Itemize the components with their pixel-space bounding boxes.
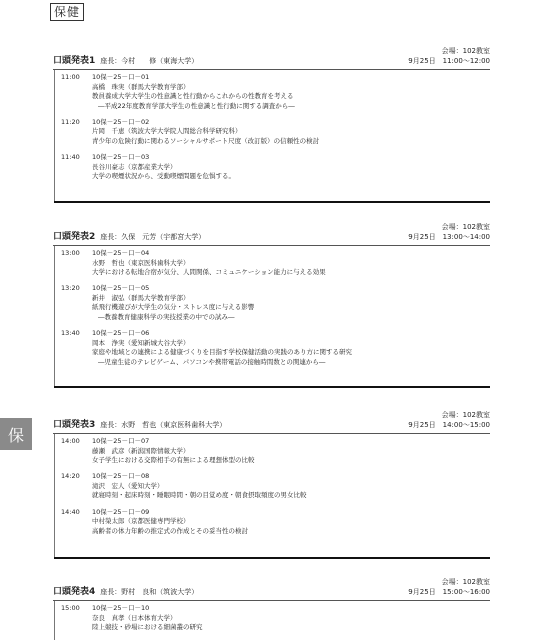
side-index-tab-label: 保	[7, 425, 24, 445]
session-title: 口頭発表1	[53, 56, 96, 66]
presentation-id: 10保－25－口－08	[92, 472, 150, 481]
presentation-title: 大学における転地合宿が気分、人間関係、コミュニケーション能力に与える効果	[92, 268, 326, 277]
session-venue: 会場：102教室	[441, 223, 490, 231]
presentation-time: 14:40	[61, 507, 80, 516]
section-header-box	[50, 3, 84, 21]
session-datetime: 9月25日 13:00～14:00	[408, 233, 490, 241]
presentation-id: 10保－25－口－01	[92, 73, 150, 81]
presentation-author: 中村榮太郎（京都医健専門学校）	[92, 517, 190, 526]
presentation-time: 14:20	[61, 472, 80, 481]
presentation-subtitle: ―児童生徒のテレビゲーム、パソコンや携帯電話の接触時間数との関連から―	[98, 357, 326, 366]
session-venue: 会場：102教室	[441, 578, 490, 586]
presentation-author: 水野 哲也（東京医科歯科大学）	[92, 258, 190, 267]
presentation-item	[55, 437, 490, 466]
presentation-item	[55, 604, 490, 633]
session-presentations	[54, 70, 490, 201]
session-title: 口頭発表2	[53, 232, 96, 242]
presentation-subtitle: ―平成22年度教育学部大学生の性意識と性行動に関する調査から―	[98, 101, 295, 110]
session-datetime: 9月25日 14:00～15:00	[408, 421, 490, 429]
presentation-title: 紙飛行機遊びが大学生の気分・ストレス度に与える影響	[92, 303, 255, 312]
presentation-title: 家庭や地域との連携による健康づくりを目指す学校保健活動の実践のあり方に関する研究	[92, 348, 352, 357]
session-chair: 座長：今村 修（東海大学）	[100, 57, 199, 65]
presentation-title: 就寝時刻・起床時刻・睡眠時間・朝の目覚め度・朝食摂取頻度の男女比較	[92, 491, 307, 500]
presentation-item	[55, 153, 490, 182]
session-chair: 座長：久保 元芳（宇都宮大学）	[100, 233, 206, 241]
presentation-title: 教員養成大学大学生の性意識と性行動からこれからの性教育を考える	[92, 92, 294, 101]
session-closing-rule	[54, 557, 490, 559]
presentation-id: 10保－25－口－02	[92, 117, 150, 126]
presentation-item	[55, 508, 490, 537]
presentation-author: 岡本 浄実（愛知新城大谷大学）	[92, 338, 190, 347]
session-block	[53, 47, 490, 203]
presentation-id: 10保－25－口－04	[92, 249, 150, 257]
session-chair: 座長：野村 良和（筑波大学）	[100, 588, 199, 596]
presentation-title: 大学の喫煙状況から、受動喫煙問題を危惧する。	[92, 172, 235, 181]
session-chair: 座長：水野 哲也（東京医科歯科大学）	[100, 421, 227, 429]
presentation-author: 奈良 真孝（日本体育大学）	[92, 613, 177, 622]
presentation-item	[55, 329, 490, 367]
session-header	[53, 420, 490, 430]
presentation-time: 13:40	[61, 329, 80, 338]
presentation-id: 10保－25－口－09	[92, 507, 150, 516]
session-closing-rule	[54, 201, 490, 203]
presentation-title: 高齢者の体力年齢の推定式の作成とその妥当性の検討	[92, 526, 248, 535]
session-block	[53, 411, 490, 559]
presentation-time: 14:00	[61, 437, 80, 445]
presentation-time: 11:40	[61, 153, 80, 162]
session-presentations	[54, 246, 490, 386]
session-title: 口頭発表3	[53, 420, 96, 430]
presentation-id: 10保－25－口－06	[92, 329, 150, 338]
presentation-time: 13:00	[61, 249, 80, 257]
presentation-item	[55, 249, 490, 278]
presentation-item	[55, 284, 490, 322]
presentation-id: 10保－25－口－10	[92, 604, 150, 612]
presentation-item	[55, 472, 490, 501]
presentation-time: 13:20	[61, 284, 80, 293]
presentation-author: 長谷川豪志（京都産業大学）	[92, 162, 177, 171]
presentation-time: 11:20	[61, 117, 80, 126]
presentation-id: 10保－25－口－07	[92, 437, 150, 445]
presentation-item	[55, 118, 490, 147]
presentation-title: 陸上競技・砂場における細菌叢の研究	[92, 623, 203, 632]
presentation-author: 片岡 千恵（筑波大学大学院人間総合科学研究科）	[92, 127, 242, 136]
session-presentations	[54, 434, 490, 557]
presentation-author: 藤瀬 武彦（新潟国際情報大学）	[92, 446, 190, 455]
session-block	[53, 578, 490, 640]
presentation-subtitle: ―教養教育健康科学の実技授業の中での試み―	[98, 313, 235, 322]
presentation-author: 新井 淑弘（群馬大学教育学部）	[92, 293, 190, 302]
session-header	[53, 56, 490, 66]
session-block	[53, 223, 490, 388]
presentation-time: 15:00	[61, 604, 80, 612]
presentation-time: 11:00	[61, 73, 80, 81]
side-index-tab	[0, 418, 32, 450]
session-header	[53, 587, 490, 597]
session-header	[53, 232, 490, 242]
presentation-id: 10保－25－口－05	[92, 284, 150, 293]
presentation-author: 滝沢 宏人（愛知大学）	[92, 481, 164, 490]
session-datetime: 9月25日 15:00～16:00	[408, 588, 490, 596]
session-presentations	[54, 601, 490, 640]
session-venue: 会場：102教室	[441, 47, 490, 55]
presentation-item	[55, 73, 490, 111]
presentation-title: 青少年の危険行動に関わるソーシャルサポート尺度（改訂版）の信頼性の検討	[92, 137, 320, 146]
session-datetime: 9月25日 11:00～12:00	[408, 57, 490, 65]
session-title: 口頭発表4	[53, 587, 96, 597]
presentation-title: 女子学生における交際相手の有無による理想体型の比較	[92, 456, 255, 465]
presentation-author: 高橋 珠実（群馬大学教育学部）	[92, 82, 190, 91]
section-header-title: 保健	[54, 5, 81, 19]
session-venue: 会場：102教室	[441, 411, 490, 419]
presentation-id: 10保－25－口－03	[92, 153, 150, 162]
session-closing-rule	[54, 386, 490, 388]
